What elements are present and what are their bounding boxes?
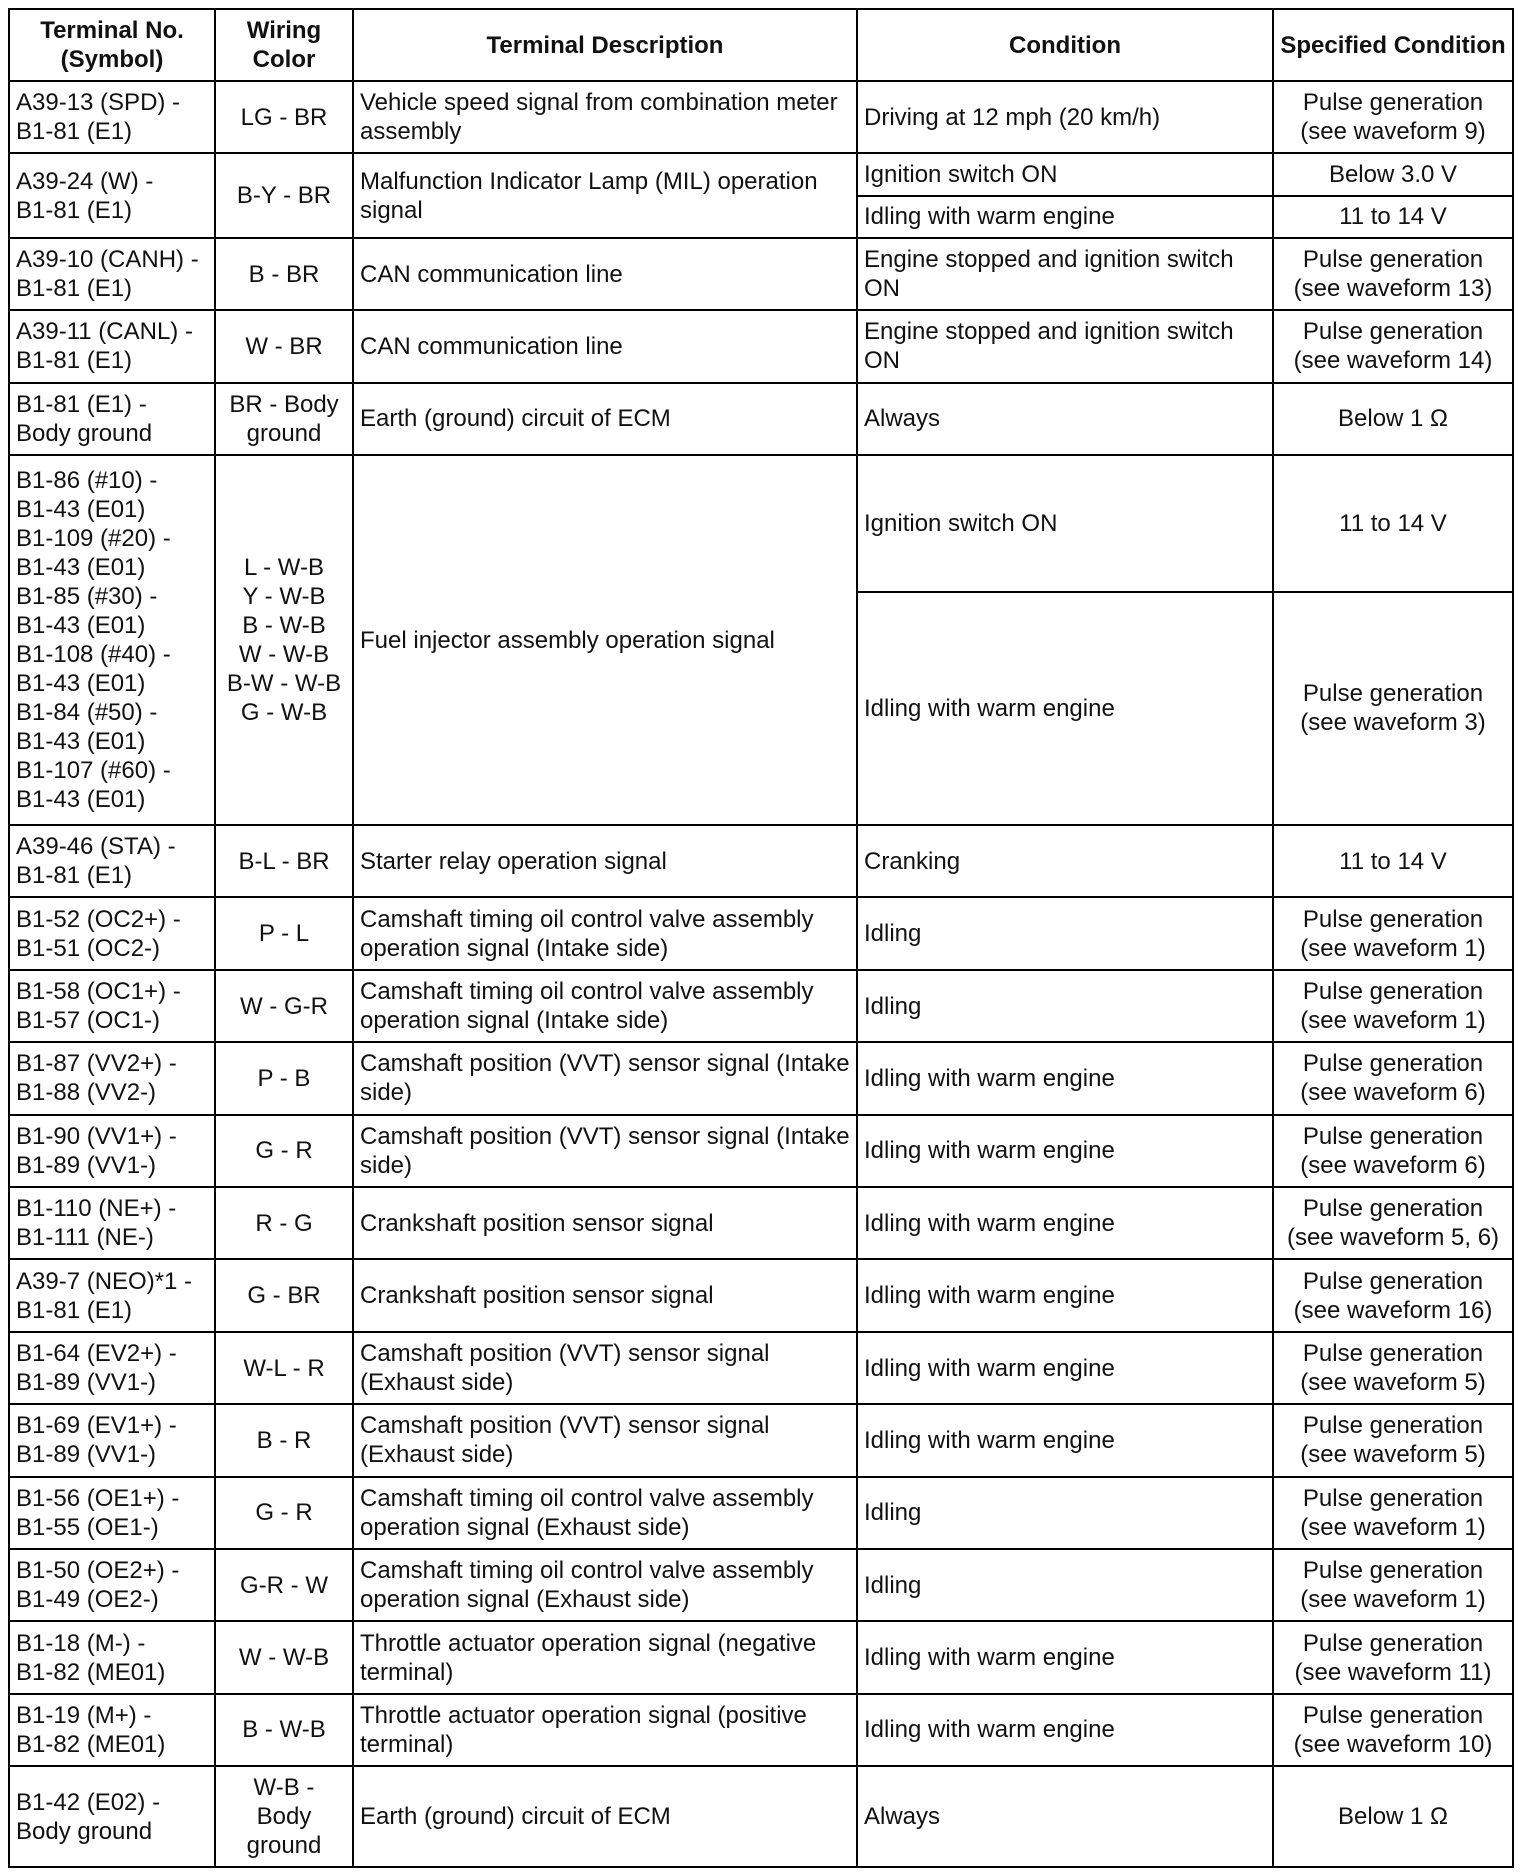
specified-condition-cell: Pulse generation (see waveform 1) <box>1273 970 1513 1042</box>
header-row <box>9 9 1513 81</box>
specified-condition-cell: Below 1 Ω <box>1273 383 1513 455</box>
terminal-cell: B1-18 (M-) - B1-82 (ME01) <box>9 1621 215 1693</box>
condition-cell: Ignition switch ON <box>857 153 1273 195</box>
terminal-cell: A39-7 (NEO)*1 - B1-81 (E1) <box>9 1259 215 1331</box>
header-specified: Specified Condition <box>1273 9 1513 81</box>
specified-condition-cell: Pulse generation (see waveform 14) <box>1273 310 1513 382</box>
condition-cell: Always <box>857 383 1273 455</box>
condition-cell: Idling with warm engine <box>857 1332 1273 1404</box>
terminal-cell: B1-90 (VV1+) - B1-89 (VV1-) <box>9 1115 215 1187</box>
terminal-cell: B1-86 (#10) - B1-43 (E01) B1-109 (#20) - B1-43 (E01) B1-85 (#30) - B1-43 (E01) B1-108 (#40) - B1-43 (E01) B1-84 (#50) - B1-43 (E01) B1-107 (#60) - B1-43 (E01) <box>9 455 215 825</box>
table-row <box>9 310 1513 382</box>
table-row <box>9 1766 1513 1867</box>
wiring-color-cell: B - W-B <box>215 1694 353 1766</box>
wiring-color-cell: W - W-B <box>215 1621 353 1693</box>
terminal-cell: B1-64 (EV2+) - B1-89 (VV1-) <box>9 1332 215 1404</box>
condition-cell: Idling with warm engine <box>857 196 1273 238</box>
wiring-color-cell: G-R - W <box>215 1549 353 1621</box>
terminal-cell: B1-56 (OE1+) - B1-55 (OE1-) <box>9 1477 215 1549</box>
condition-cell: Idling with warm engine <box>857 1621 1273 1693</box>
terminal-cell: B1-50 (OE2+) - B1-49 (OE2-) <box>9 1549 215 1621</box>
condition-cell: Idling <box>857 1477 1273 1549</box>
specified-condition-cell: Pulse generation (see waveform 10) <box>1273 1694 1513 1766</box>
wiring-color-cell: G - BR <box>215 1259 353 1331</box>
table-row <box>9 1477 1513 1549</box>
specified-condition-cell: Pulse generation (see waveform 6) <box>1273 1042 1513 1114</box>
specified-condition-cell: Pulse generation (see waveform 5, 6) <box>1273 1187 1513 1259</box>
condition-cell: Engine stopped and ignition switch ON <box>857 310 1273 382</box>
table-row <box>9 383 1513 455</box>
table-row <box>9 1259 1513 1331</box>
wiring-color-cell: W - G-R <box>215 970 353 1042</box>
description-cell: Earth (ground) circuit of ECM <box>353 1766 857 1867</box>
condition-cell: Driving at 12 mph (20 km/h) <box>857 81 1273 153</box>
wiring-color-cell: G - R <box>215 1115 353 1187</box>
specified-condition-cell: Pulse generation (see waveform 1) <box>1273 1477 1513 1549</box>
description-cell: Starter relay operation signal <box>353 825 857 897</box>
description-cell: Earth (ground) circuit of ECM <box>353 383 857 455</box>
condition-cell: Idling with warm engine <box>857 1694 1273 1766</box>
description-cell: Camshaft position (VVT) sensor signal (Intake side) <box>353 1042 857 1114</box>
specified-condition-cell: Pulse generation (see waveform 1) <box>1273 1549 1513 1621</box>
terminal-cell: B1-81 (E1) - Body ground <box>9 383 215 455</box>
terminal-cell: B1-69 (EV1+) - B1-89 (VV1-) <box>9 1404 215 1476</box>
table-row <box>9 970 1513 1042</box>
wiring-color-cell: B - BR <box>215 238 353 310</box>
condition-cell: Idling with warm engine <box>857 1115 1273 1187</box>
terminal-cell: B1-19 (M+) - B1-82 (ME01) <box>9 1694 215 1766</box>
table-row <box>9 1404 1513 1476</box>
table-row <box>9 238 1513 310</box>
table-row <box>9 1332 1513 1404</box>
specified-condition-cell: Pulse generation (see waveform 13) <box>1273 238 1513 310</box>
description-cell: Throttle actuator operation signal (negative terminal) <box>353 1621 857 1693</box>
wiring-color-cell: W - BR <box>215 310 353 382</box>
description-cell: Camshaft position (VVT) sensor signal (Exhaust side) <box>353 1404 857 1476</box>
terminal-table <box>8 8 1514 1868</box>
description-cell: Crankshaft position sensor signal <box>353 1259 857 1331</box>
table-row <box>9 897 1513 969</box>
table-row <box>9 1549 1513 1621</box>
specified-condition-cell: Pulse generation (see waveform 5) <box>1273 1404 1513 1476</box>
table-row <box>9 1115 1513 1187</box>
wiring-color-cell: BR - Body ground <box>215 383 353 455</box>
description-cell: Camshaft timing oil control valve assembly operation signal (Exhaust side) <box>353 1477 857 1549</box>
description-cell: Fuel injector assembly operation signal <box>353 455 857 825</box>
terminal-cell: B1-42 (E02) - Body ground <box>9 1766 215 1867</box>
specified-condition-cell: Below 1 Ω <box>1273 1766 1513 1867</box>
condition-cell: Cranking <box>857 825 1273 897</box>
terminal-cell: A39-11 (CANL) - B1-81 (E1) <box>9 310 215 382</box>
specified-condition-cell: 11 to 14 V <box>1273 455 1513 592</box>
condition-cell: Idling with warm engine <box>857 592 1273 825</box>
header-terminal: Terminal No. (Symbol) <box>9 9 215 81</box>
description-cell: CAN communication line <box>353 238 857 310</box>
table-row <box>9 1187 1513 1259</box>
condition-cell: Always <box>857 1766 1273 1867</box>
description-cell: Vehicle speed signal from combination meter assembly <box>353 81 857 153</box>
table-row <box>9 81 1513 153</box>
terminal-cell: B1-110 (NE+) - B1-111 (NE-) <box>9 1187 215 1259</box>
table-row <box>9 153 1513 195</box>
wiring-color-cell: B - R <box>215 1404 353 1476</box>
description-cell: Crankshaft position sensor signal <box>353 1187 857 1259</box>
condition-cell: Ignition switch ON <box>857 455 1273 592</box>
terminal-cell: A39-24 (W) - B1-81 (E1) <box>9 153 215 237</box>
terminal-cell: A39-46 (STA) - B1-81 (E1) <box>9 825 215 897</box>
table-row <box>9 825 1513 897</box>
description-cell: Camshaft position (VVT) sensor signal (Intake side) <box>353 1115 857 1187</box>
table-row <box>9 455 1513 592</box>
terminal-cell: B1-52 (OC2+) - B1-51 (OC2-) <box>9 897 215 969</box>
description-cell: Camshaft timing oil control valve assembly operation signal (Exhaust side) <box>353 1549 857 1621</box>
specified-condition-cell: Pulse generation (see waveform 9) <box>1273 81 1513 153</box>
condition-cell: Idling <box>857 970 1273 1042</box>
specified-condition-cell: Below 3.0 V <box>1273 153 1513 195</box>
table-row <box>9 1694 1513 1766</box>
description-cell: Camshaft timing oil control valve assembly operation signal (Intake side) <box>353 970 857 1042</box>
wiring-color-cell: B-Y - BR <box>215 153 353 237</box>
specified-condition-cell: Pulse generation (see waveform 11) <box>1273 1621 1513 1693</box>
header-description: Terminal Description <box>353 9 857 81</box>
description-cell: Throttle actuator operation signal (positive terminal) <box>353 1694 857 1766</box>
condition-cell: Idling <box>857 897 1273 969</box>
specified-condition-cell: 11 to 14 V <box>1273 825 1513 897</box>
wiring-color-cell: P - B <box>215 1042 353 1114</box>
specified-condition-cell: Pulse generation (see waveform 1) <box>1273 897 1513 969</box>
wiring-color-cell: R - G <box>215 1187 353 1259</box>
header-condition: Condition <box>857 9 1273 81</box>
description-cell: Malfunction Indicator Lamp (MIL) operation signal <box>353 153 857 237</box>
page <box>8 8 1512 1868</box>
wiring-color-cell: W-B - Body ground <box>215 1766 353 1867</box>
terminal-cell: B1-58 (OC1+) - B1-57 (OC1-) <box>9 970 215 1042</box>
wiring-color-cell: LG - BR <box>215 81 353 153</box>
specified-condition-cell: 11 to 14 V <box>1273 196 1513 238</box>
description-cell: CAN communication line <box>353 310 857 382</box>
wiring-color-cell: W-L - R <box>215 1332 353 1404</box>
terminal-cell: A39-10 (CANH) - B1-81 (E1) <box>9 238 215 310</box>
specified-condition-cell: Pulse generation (see waveform 5) <box>1273 1332 1513 1404</box>
specified-condition-cell: Pulse generation (see waveform 6) <box>1273 1115 1513 1187</box>
header-wiring: Wiring Color <box>215 9 353 81</box>
table-row <box>9 1621 1513 1693</box>
condition-cell: Engine stopped and ignition switch ON <box>857 238 1273 310</box>
specified-condition-cell: Pulse generation (see waveform 3) <box>1273 592 1513 825</box>
terminal-cell: A39-13 (SPD) - B1-81 (E1) <box>9 81 215 153</box>
terminal-cell: B1-87 (VV2+) - B1-88 (VV2-) <box>9 1042 215 1114</box>
wiring-color-cell: P - L <box>215 897 353 969</box>
specified-condition-cell: Pulse generation (see waveform 16) <box>1273 1259 1513 1331</box>
table-body <box>9 81 1513 1867</box>
condition-cell: Idling <box>857 1549 1273 1621</box>
wiring-color-cell: B-L - BR <box>215 825 353 897</box>
condition-cell: Idling with warm engine <box>857 1259 1273 1331</box>
condition-cell: Idling with warm engine <box>857 1042 1273 1114</box>
condition-cell: Idling with warm engine <box>857 1404 1273 1476</box>
description-cell: Camshaft timing oil control valve assembly operation signal (Intake side) <box>353 897 857 969</box>
table-row <box>9 1042 1513 1114</box>
wiring-color-cell: G - R <box>215 1477 353 1549</box>
wiring-color-cell: L - W-B Y - W-B B - W-B W - W-B B-W - W-B G - W-B <box>215 455 353 825</box>
condition-cell: Idling with warm engine <box>857 1187 1273 1259</box>
description-cell: Camshaft position (VVT) sensor signal (Exhaust side) <box>353 1332 857 1404</box>
